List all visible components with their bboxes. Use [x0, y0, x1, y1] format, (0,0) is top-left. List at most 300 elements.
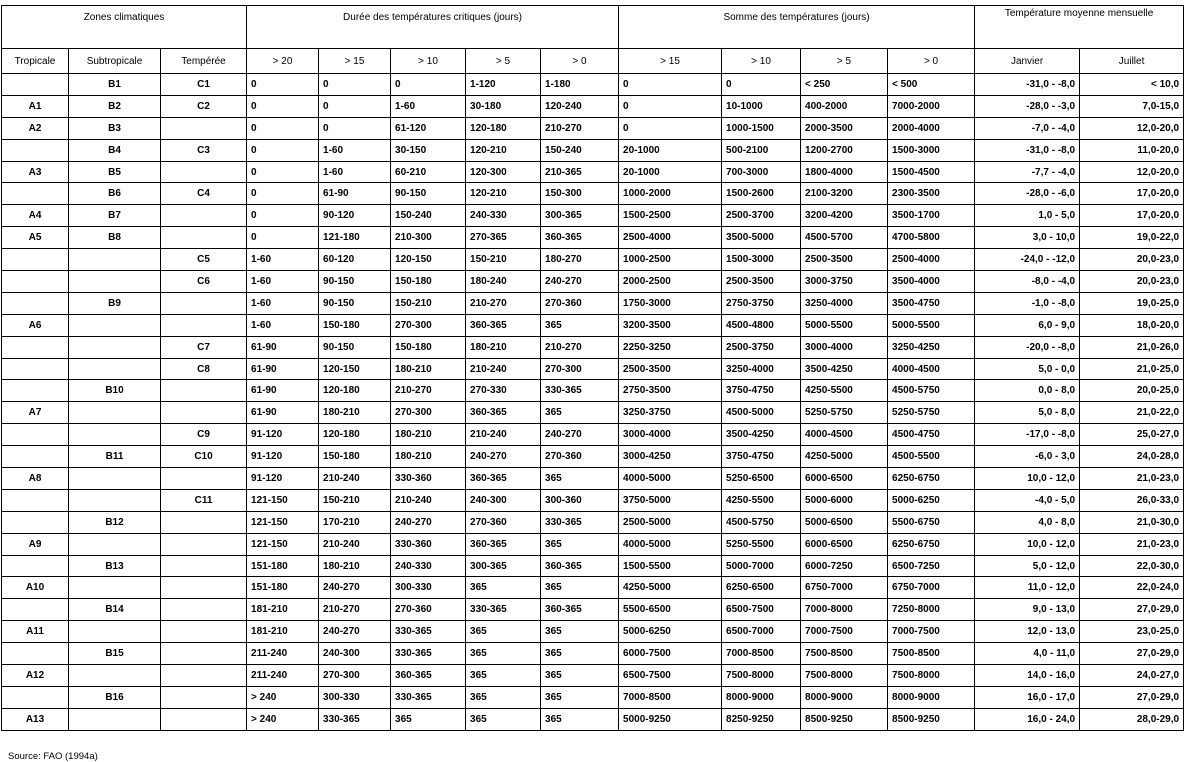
- table-cell: 5250-5500: [722, 533, 801, 555]
- table-cell: -1,0 - -8,0: [975, 292, 1080, 314]
- table-cell: 180-210: [319, 402, 391, 424]
- table-cell: A11: [2, 621, 69, 643]
- table-cell: 4250-5500: [722, 489, 801, 511]
- table-cell: 4500-5000: [722, 402, 801, 424]
- table-cell: B8: [69, 227, 161, 249]
- column-header: > 15: [319, 49, 391, 74]
- table-cell: 28,0-29,0: [1080, 708, 1184, 730]
- table-cell: C7: [161, 336, 247, 358]
- table-cell: B6: [69, 183, 161, 205]
- table-cell: 270-300: [319, 665, 391, 687]
- table-cell: A6: [2, 314, 69, 336]
- group-header-sum: Somme des températures (jours): [619, 6, 975, 49]
- table-cell: 365: [466, 643, 541, 665]
- table-cell: 210-270: [466, 292, 541, 314]
- table-cell: 365: [541, 402, 619, 424]
- table-cell: 270-360: [541, 292, 619, 314]
- table-cell: 360-365: [466, 468, 541, 490]
- table-cell: 21,0-25,0: [1080, 358, 1184, 380]
- table-cell: 6000-6500: [801, 533, 888, 555]
- column-header: Tempérée: [161, 49, 247, 74]
- table-row: [2, 205, 1184, 227]
- table-cell: 300-330: [319, 686, 391, 708]
- table-cell: 2300-3500: [888, 183, 975, 205]
- table-cell: 180-210: [391, 358, 466, 380]
- table-cell: 330-365: [391, 643, 466, 665]
- table-cell: 240-270: [391, 511, 466, 533]
- table-row: [2, 74, 1184, 96]
- table-cell: 210-270: [541, 117, 619, 139]
- table-cell: 360-365: [466, 314, 541, 336]
- table-cell: 0: [619, 117, 722, 139]
- table-cell: 1-60: [319, 161, 391, 183]
- table-cell: 4000-4500: [801, 424, 888, 446]
- table-cell: 60-120: [319, 249, 391, 271]
- table-cell: 5500-6500: [619, 599, 722, 621]
- table-cell: 4000-4500: [888, 358, 975, 380]
- table-cell: 7500-8000: [801, 665, 888, 687]
- table-cell: 121-180: [319, 227, 391, 249]
- table-cell: 1,0 - 5,0: [975, 205, 1080, 227]
- table-cell: 3000-4000: [619, 424, 722, 446]
- table-cell: 7000-8000: [801, 599, 888, 621]
- table-cell: [69, 249, 161, 271]
- table-cell: 90-150: [319, 336, 391, 358]
- table-cell: 1500-5500: [619, 555, 722, 577]
- table-cell: 2500-4000: [888, 249, 975, 271]
- table-cell: 5,0 - 12,0: [975, 555, 1080, 577]
- table-cell: C3: [161, 139, 247, 161]
- table-cell: [69, 424, 161, 446]
- table-cell: 365: [466, 665, 541, 687]
- table-cell: [69, 314, 161, 336]
- table-cell: 0: [391, 74, 466, 96]
- table-row: [2, 621, 1184, 643]
- table-cell: [2, 292, 69, 314]
- table-cell: 5250-6500: [722, 468, 801, 490]
- table-cell: 2500-3500: [722, 271, 801, 293]
- table-cell: 3750-4750: [722, 446, 801, 468]
- table-cell: 30-180: [466, 95, 541, 117]
- table-cell: 0,0 - 8,0: [975, 380, 1080, 402]
- table-cell: -28,0 - -6,0: [975, 183, 1080, 205]
- table-cell: < 250: [801, 74, 888, 96]
- table-cell: 5,0 - 8,0: [975, 402, 1080, 424]
- table-cell: [161, 555, 247, 577]
- table-cell: 7500-8000: [888, 665, 975, 687]
- table-cell: 151-180: [247, 555, 319, 577]
- table-cell: -7,7 - -4,0: [975, 161, 1080, 183]
- table-cell: 120-150: [319, 358, 391, 380]
- table-cell: [2, 555, 69, 577]
- table-cell: 180-210: [466, 336, 541, 358]
- table-cell: 25,0-27,0: [1080, 424, 1184, 446]
- table-cell: 2500-3500: [619, 358, 722, 380]
- table-cell: 27,0-29,0: [1080, 599, 1184, 621]
- table-cell: 365: [541, 665, 619, 687]
- table-cell: [2, 446, 69, 468]
- table-cell: 6000-7500: [619, 643, 722, 665]
- table-cell: 4250-5000: [619, 577, 722, 599]
- table-cell: 150-210: [319, 489, 391, 511]
- table-cell: 240-330: [466, 205, 541, 227]
- table-cell: 22,0-30,0: [1080, 555, 1184, 577]
- table-cell: -20,0 - -8,0: [975, 336, 1080, 358]
- table-cell: 8000-9000: [722, 686, 801, 708]
- table-cell: 61-90: [247, 358, 319, 380]
- table-cell: 150-300: [541, 183, 619, 205]
- table-cell: 330-360: [391, 533, 466, 555]
- table-cell: 150-180: [391, 336, 466, 358]
- table-cell: 3250-3750: [619, 402, 722, 424]
- table-cell: 365: [541, 686, 619, 708]
- table-cell: 210-240: [466, 424, 541, 446]
- table-cell: 360-365: [541, 555, 619, 577]
- table-cell: 3500-5000: [722, 227, 801, 249]
- table-cell: [161, 708, 247, 730]
- table-cell: 6500-7500: [619, 665, 722, 687]
- table-cell: A4: [2, 205, 69, 227]
- table-cell: 0: [319, 95, 391, 117]
- table-cell: 270-300: [391, 402, 466, 424]
- table-cell: 2500-3700: [722, 205, 801, 227]
- table-cell: 3,0 - 10,0: [975, 227, 1080, 249]
- table-cell: 3250-4250: [888, 336, 975, 358]
- table-cell: -6,0 - 3,0: [975, 446, 1080, 468]
- table-cell: 3000-4250: [619, 446, 722, 468]
- table-cell: 0: [247, 161, 319, 183]
- table-cell: 365: [466, 577, 541, 599]
- table-cell: 4500-5500: [888, 446, 975, 468]
- table-cell: 0: [319, 117, 391, 139]
- column-header: Juillet: [1080, 49, 1184, 74]
- table-cell: [161, 468, 247, 490]
- table-cell: 21,0-26,0: [1080, 336, 1184, 358]
- table-cell: -17,0 - -8,0: [975, 424, 1080, 446]
- table-cell: 3500-4750: [888, 292, 975, 314]
- column-header: > 5: [801, 49, 888, 74]
- table-cell: 2500-3750: [722, 336, 801, 358]
- table-cell: 7000-7500: [801, 621, 888, 643]
- table-cell: 4000-5000: [619, 468, 722, 490]
- table-cell: [161, 402, 247, 424]
- table-cell: -8,0 - -4,0: [975, 271, 1080, 293]
- table-row: [2, 599, 1184, 621]
- table-cell: [2, 686, 69, 708]
- table-cell: 2000-2500: [619, 271, 722, 293]
- table-cell: A7: [2, 402, 69, 424]
- table-cell: 5000-5500: [888, 314, 975, 336]
- table-cell: 4500-4800: [722, 314, 801, 336]
- table-cell: 180-210: [319, 555, 391, 577]
- table-cell: 3500-4250: [801, 358, 888, 380]
- table-cell: 3000-3750: [801, 271, 888, 293]
- table-cell: 120-180: [319, 380, 391, 402]
- table-cell: 6750-7000: [888, 577, 975, 599]
- column-header: > 0: [541, 49, 619, 74]
- table-cell: 180-210: [391, 424, 466, 446]
- table-row: [2, 271, 1184, 293]
- table-cell: 26,0-33,0: [1080, 489, 1184, 511]
- table-cell: 120-180: [466, 117, 541, 139]
- table-cell: 3200-4200: [801, 205, 888, 227]
- table-cell: -7,0 - -4,0: [975, 117, 1080, 139]
- table-cell: B13: [69, 555, 161, 577]
- table-cell: 8250-9250: [722, 708, 801, 730]
- table-cell: 20,0-25,0: [1080, 380, 1184, 402]
- table-cell: A5: [2, 227, 69, 249]
- table-cell: C5: [161, 249, 247, 271]
- table-cell: 180-270: [541, 249, 619, 271]
- table-cell: 400-2000: [801, 95, 888, 117]
- table-cell: -31,0 - -8,0: [975, 74, 1080, 96]
- table-cell: 20,0-23,0: [1080, 249, 1184, 271]
- table-cell: [2, 74, 69, 96]
- table-cell: 21,0-30,0: [1080, 511, 1184, 533]
- table-cell: 6250-6750: [888, 533, 975, 555]
- column-header: > 0: [888, 49, 975, 74]
- table-cell: 11,0-20,0: [1080, 139, 1184, 161]
- table-cell: B5: [69, 161, 161, 183]
- table-cell: 91-120: [247, 424, 319, 446]
- table-cell: [161, 665, 247, 687]
- table-cell: 5000-6000: [801, 489, 888, 511]
- table-cell: [69, 577, 161, 599]
- table-cell: 10,0 - 12,0: [975, 533, 1080, 555]
- table-cell: 1-180: [541, 74, 619, 96]
- table-cell: B12: [69, 511, 161, 533]
- table-cell: 300-330: [391, 577, 466, 599]
- table-cell: 210-240: [319, 533, 391, 555]
- table-cell: 300-360: [541, 489, 619, 511]
- table-cell: 700-3000: [722, 161, 801, 183]
- table-row: [2, 577, 1184, 599]
- table-row: [2, 686, 1184, 708]
- table-cell: 30-150: [391, 139, 466, 161]
- group-header-duration: Durée des températures critiques (jours): [247, 6, 619, 49]
- table-cell: 9,0 - 13,0: [975, 599, 1080, 621]
- table-cell: -31,0 - -8,0: [975, 139, 1080, 161]
- table-cell: 21,0-22,0: [1080, 402, 1184, 424]
- table-cell: 4500-5750: [888, 380, 975, 402]
- table-cell: 4,0 - 11,0: [975, 643, 1080, 665]
- table-cell: 7500-8500: [888, 643, 975, 665]
- table-cell: 60-210: [391, 161, 466, 183]
- table-cell: [2, 336, 69, 358]
- table-cell: 210-240: [391, 489, 466, 511]
- table-cell: 91-120: [247, 468, 319, 490]
- table-cell: [161, 577, 247, 599]
- table-cell: C4: [161, 183, 247, 205]
- table-row: [2, 511, 1184, 533]
- table-cell: < 500: [888, 74, 975, 96]
- table-cell: 1500-4500: [888, 161, 975, 183]
- table-cell: 5250-5750: [888, 402, 975, 424]
- table-cell: B2: [69, 95, 161, 117]
- table-cell: 1750-3000: [619, 292, 722, 314]
- table-cell: 90-150: [391, 183, 466, 205]
- table-cell: 6750-7000: [801, 577, 888, 599]
- table-cell: 5500-6750: [888, 511, 975, 533]
- table-cell: [161, 161, 247, 183]
- table-cell: [161, 314, 247, 336]
- table-cell: C1: [161, 74, 247, 96]
- table-cell: A1: [2, 95, 69, 117]
- table-cell: 3000-4000: [801, 336, 888, 358]
- table-cell: 151-180: [247, 577, 319, 599]
- table-cell: 270-365: [466, 227, 541, 249]
- table-row: [2, 643, 1184, 665]
- table-cell: 270-360: [541, 446, 619, 468]
- table-row: [2, 533, 1184, 555]
- table-row: [2, 139, 1184, 161]
- table-cell: 91-120: [247, 446, 319, 468]
- table-cell: A3: [2, 161, 69, 183]
- table-cell: 7000-7500: [888, 621, 975, 643]
- table-cell: [69, 621, 161, 643]
- table-row: [2, 446, 1184, 468]
- table-cell: 210-365: [541, 161, 619, 183]
- table-cell: 6250-6500: [722, 577, 801, 599]
- source-note: Source: FAO (1994a): [8, 751, 98, 762]
- table-cell: [69, 533, 161, 555]
- table-cell: [161, 511, 247, 533]
- table-cell: 6000-6500: [801, 468, 888, 490]
- table-row: [2, 336, 1184, 358]
- table-cell: 270-360: [466, 511, 541, 533]
- table-cell: 17,0-20,0: [1080, 205, 1184, 227]
- table-cell: 150-210: [391, 292, 466, 314]
- table-cell: 7,0-15,0: [1080, 95, 1184, 117]
- table-cell: 210-270: [319, 599, 391, 621]
- table-cell: 330-365: [391, 621, 466, 643]
- column-header: Tropicale: [2, 49, 69, 74]
- table-cell: 12,0-20,0: [1080, 117, 1184, 139]
- table-cell: 365: [541, 708, 619, 730]
- table-cell: < 10,0: [1080, 74, 1184, 96]
- table-cell: 121-150: [247, 533, 319, 555]
- table-cell: 121-150: [247, 489, 319, 511]
- table-cell: [2, 489, 69, 511]
- table-cell: 90-150: [319, 292, 391, 314]
- table-cell: B4: [69, 139, 161, 161]
- table-cell: 211-240: [247, 643, 319, 665]
- table-cell: 365: [466, 621, 541, 643]
- table-cell: 1-60: [247, 292, 319, 314]
- table-cell: 5,0 - 0,0: [975, 358, 1080, 380]
- table-cell: 0: [247, 205, 319, 227]
- table-cell: 270-300: [541, 358, 619, 380]
- table-cell: 17,0-20,0: [1080, 183, 1184, 205]
- table-cell: 170-210: [319, 511, 391, 533]
- table-cell: 211-240: [247, 665, 319, 687]
- table-cell: 2500-4000: [619, 227, 722, 249]
- table-cell: > 240: [247, 708, 319, 730]
- table-cell: 365: [391, 708, 466, 730]
- group-header-mean-temp: Température moyenne mensuelle: [975, 6, 1184, 49]
- table-cell: [2, 139, 69, 161]
- table-cell: 7000-8500: [619, 686, 722, 708]
- table-cell: 61-90: [319, 183, 391, 205]
- table-row: [2, 314, 1184, 336]
- table-cell: 330-365: [319, 708, 391, 730]
- table-cell: C9: [161, 424, 247, 446]
- table-row: [2, 292, 1184, 314]
- table-cell: C2: [161, 95, 247, 117]
- table-cell: 1500-2600: [722, 183, 801, 205]
- table-cell: 180-240: [466, 271, 541, 293]
- table-row: [2, 183, 1184, 205]
- table-cell: 0: [247, 95, 319, 117]
- table-cell: [2, 380, 69, 402]
- table-cell: [161, 227, 247, 249]
- table-cell: [161, 599, 247, 621]
- table-cell: 330-360: [391, 468, 466, 490]
- table-cell: 2000-3500: [801, 117, 888, 139]
- table-cell: 8500-9250: [801, 708, 888, 730]
- table-cell: 6500-7250: [888, 555, 975, 577]
- table-cell: 3250-4000: [722, 358, 801, 380]
- table-cell: 120-180: [319, 424, 391, 446]
- table-cell: [161, 117, 247, 139]
- table-cell: [161, 205, 247, 227]
- table-row: [2, 358, 1184, 380]
- climate-zones-table: [1, 5, 1184, 731]
- table-cell: 270-300: [391, 314, 466, 336]
- table-cell: 61-90: [247, 380, 319, 402]
- table-cell: 150-210: [466, 249, 541, 271]
- table-cell: [2, 643, 69, 665]
- table-cell: 150-180: [319, 314, 391, 336]
- table-cell: 150-180: [391, 271, 466, 293]
- table-cell: 20-1000: [619, 139, 722, 161]
- column-header: > 15: [619, 49, 722, 74]
- table-cell: 4000-5000: [619, 533, 722, 555]
- table-cell: 365: [541, 533, 619, 555]
- table-cell: 360-365: [541, 227, 619, 249]
- table-cell: 210-240: [319, 468, 391, 490]
- table-cell: 270-360: [391, 599, 466, 621]
- table-cell: 6,0 - 9,0: [975, 314, 1080, 336]
- table-cell: 10,0 - 12,0: [975, 468, 1080, 490]
- table-cell: 5000-5500: [801, 314, 888, 336]
- table-cell: 120-210: [466, 139, 541, 161]
- table-cell: 330-365: [541, 511, 619, 533]
- table-cell: 120-210: [466, 183, 541, 205]
- column-header: > 20: [247, 49, 319, 74]
- table-row: [2, 468, 1184, 490]
- table-cell: 240-270: [319, 621, 391, 643]
- table-cell: 181-210: [247, 599, 319, 621]
- table-cell: 3750-4750: [722, 380, 801, 402]
- table-cell: 240-270: [541, 271, 619, 293]
- table-cell: 330-365: [466, 599, 541, 621]
- table-row: [2, 95, 1184, 117]
- table-cell: 0: [319, 74, 391, 96]
- table-cell: C10: [161, 446, 247, 468]
- table-cell: C6: [161, 271, 247, 293]
- table-cell: B15: [69, 643, 161, 665]
- table-cell: 360-365: [466, 533, 541, 555]
- table-cell: 90-120: [319, 205, 391, 227]
- table-row: [2, 665, 1184, 687]
- table-cell: A2: [2, 117, 69, 139]
- table-cell: 330-365: [391, 686, 466, 708]
- table-cell: 16,0 - 24,0: [975, 708, 1080, 730]
- table-cell: 8000-9000: [888, 686, 975, 708]
- table-row: [2, 424, 1184, 446]
- table-cell: 61-90: [247, 336, 319, 358]
